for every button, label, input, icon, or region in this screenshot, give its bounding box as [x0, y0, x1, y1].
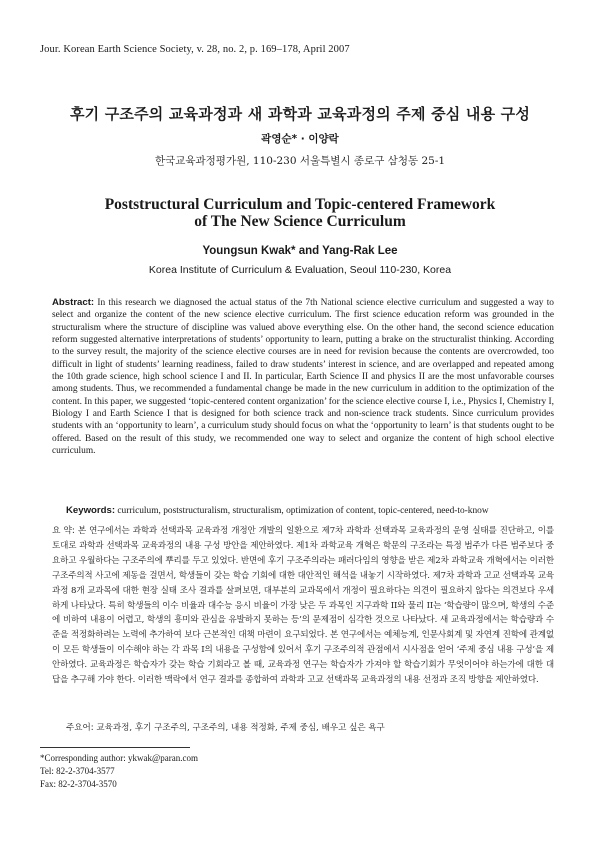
title-korean: 후기 구조주의 교육과정과 새 과학과 교육과정의 주제 중심 내용 구성: [69, 105, 531, 123]
abstract-korean-label: 요 약:: [52, 526, 75, 536]
authors-korean: 곽영순* · 이양락: [261, 133, 339, 145]
keywords-english: [66, 505, 554, 517]
abstract-english: [52, 297, 554, 457]
abstract-label: Abstract:: [52, 297, 95, 308]
corresponding-author: *Corresponding author: ykwak@paran.com: [40, 753, 199, 763]
fax: Fax: 82-2-3704-3570: [40, 779, 117, 789]
footnotes: [40, 752, 440, 791]
title-english: [30, 196, 570, 230]
footnote-divider: [40, 747, 190, 748]
journal-citation: Jour. Korean Earth Science Society, v. 28, no. 2, p. 169–178, April 2007: [40, 44, 350, 55]
authors-english: Youngsun Kwak* and Yang-Rak Lee: [202, 245, 398, 257]
keywords-label: Keywords:: [66, 505, 116, 516]
telephone: Tel: 82-2-3704-3577: [40, 766, 115, 776]
affiliation-english: Korea Institute of Curriculum & Evaluation, Seoul 110-230, Korea: [148, 264, 452, 276]
keywords-korean: [66, 722, 554, 734]
title-english-line1: Poststructural Curriculum and Topic-centered Framework: [104, 196, 496, 213]
abstract-text: In this research we diagnosed the actual status of the 7th National science elective curriculum and suggested a way to select and organize the content of the new science elective curriculum. The first science education reform was grounded in the structuralism where the structure of discipline was valued above everything else. On the other hand, the second science education reform suggested alternative interpretations of students’ opportunity to learn, putting a brake on the structuralist thinking. According to the survey result, the majority of the science elective courses are in need for revision because the contents are overcrowded, too difficult in light of students’ learning readiness, failed to draw students’ interest in science, and are overlapped and repeated among the 10th grade science, high school science I and II. In particular, Earth Science II and physics II are the most unfavorable courses among students. Thus, we recommended a fundamental change be made in the new curriculum in addition to the optimization of the content. In this paper, we suggested ‘topic-centered content organization’ for the science elective course I, i.e., Physics I, Chemistry I, Biology I and Earth Science I that is designed for both science track and non-science track students. Since curriculum provides students with an ‘opportunity to learn’, a curriculum study should focus on what the ‘opportunity to learn’ is that students ought to be offered. Based on the result of this study, we recommended one way to select and organize the content of high school elective curriculum.: [52, 298, 554, 457]
title-english-line2: of The New Science Curriculum: [194, 213, 406, 230]
keywords-korean-text: 교육과정, 후기 구조주의, 구조주의, 내용 적정화, 주제 중심, 배우고 싶은 욕구: [96, 723, 385, 733]
keywords-text: curriculum, poststructuralism, structuralism, optimization of content, topic-centered, need-to-know: [117, 506, 489, 516]
affiliation-korean: 한국교육과정평가원, 110-230 서울특별시 종로구 삼청동 25-1: [154, 155, 446, 167]
abstract-korean: [52, 524, 554, 688]
abstract-korean-text: 본 연구에서는 과학과 선택과목 교육과정 개정안 개발의 일환으로 제7차 과학과 선택과목 교육과정의 운영 실태를 진단하고, 이를 토대로 과학과 선택과목 교육과정의 내용 구성 방안을 제안하였다. 제1차 과학교육 개혁은 학문의 구조라는 특정 범주가 다른 범주보다 중요하고 우월하다는 구조주의에 뿌리를 두고 있었다. 반면에 후기 구조주의라는 패러다임의 영향을 받은 제2차 과학교육 개혁에서는 이러한 구조주의적 사고에 제동을 걸면서, 학생들이 갖는 학습 기회에 대한 대안적인 해석을 내놓기 시작하였다. 제7차 과학과 고교 선택과목 교육과정 8개 교과목에 대한 현장 실태 조사 결과를 살펴보면, 대부분의 교과목에서 개정이 필요하다는 의견이 필요하지 않다는 의견보다 우세하게 나타났다. 특히 학생들의 이수 비율과 대수능 응시 비율이 가장 낮은 두 과목인 지구과학 II와 물리 II는 ‘학습량이 많으며, 학생의 수준에 비하여 내용이 어렵고, 학생의 흥미와 관심을 유발하지 못하는 등’의 문제점이 심각한 것으로 나타났다. 새 교육과정에서는 학습량과 수준을 적정화하려는 노력에 추가하여 보다 근본적인 대책 마련이 요구되었다. 본 연구에서는 예체능계, 인문사회계 및 자연계 진학에 관계없이 모든 학생들이 이수해야 하는 각 과목 I의 내용을 구성함에 있어서 후기 구조주의적 관점에서 시사점을 얻어 ‘주제 중심 내용 구성’을 제안하였다. 교육과정은 학습자가 갖는 학습 기회라고 볼 때, 교육과정 연구는 학습자가 가져야 할 학습기회가 무엇이어야 하는가에 대한 대답을 추구해 가야 한다. 이러한 맥락에서 연구 결과를 종합하여 과학과 고교 선택과목 교육과정의 내용 선정과 조직 방향을 제안하였다.: [52, 526, 554, 686]
keywords-korean-label: 주요어:: [66, 723, 94, 733]
